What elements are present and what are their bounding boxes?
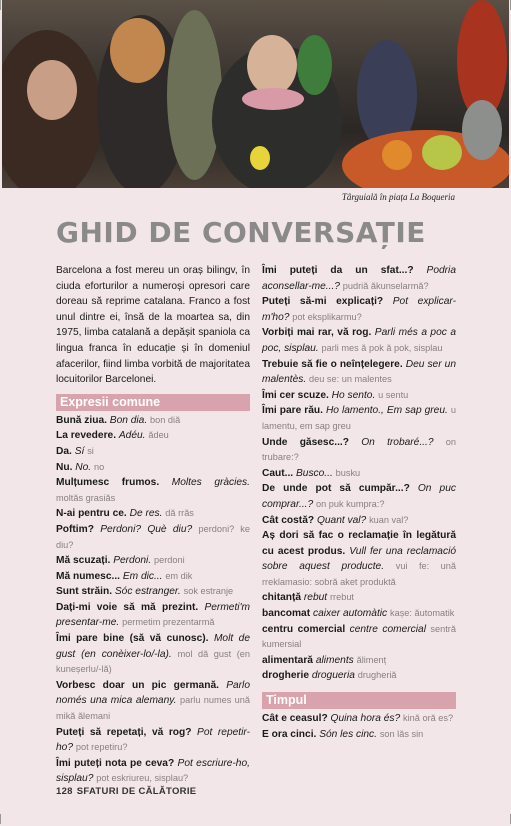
phrase-pronunciation: u sentu	[378, 389, 409, 400]
phrase-catalan: aliments	[315, 654, 354, 666]
phrase-entry	[56, 553, 250, 569]
phrase-pronunciation: kină oră es?	[403, 713, 454, 724]
phrase-pronunciation: pot eskriureu, sisplau?	[96, 773, 189, 784]
phrase-entry	[56, 569, 250, 585]
phrase-pronunciation: ălimenț	[356, 654, 387, 665]
phrase-catalan: rebut	[303, 592, 328, 604]
footer-label: SFATURI DE CĂLĂTORIE	[76, 786, 197, 797]
phrase-pronunciation: kașe: ăutomatik	[390, 608, 455, 619]
phrase-catalan: Ho sento.	[331, 389, 376, 401]
phrase-catalan: Sóc estranger.	[114, 586, 181, 598]
phrase-catalan: Parli més a poc a poc, sisplau.	[262, 327, 456, 354]
phrase-romanian: Unde găsesc...?	[262, 436, 349, 448]
phrase-romanian: La revedere.	[56, 430, 117, 442]
phrase-romanian: Îmi puteți da un sfat...?	[262, 265, 414, 276]
phrase-romanian: Îmi puteți nota pe ceva?	[56, 757, 175, 769]
phrase-romanian: Cât costă?	[262, 514, 315, 526]
crop-mark	[0, 814, 1, 824]
phrase-romanian: De unde pot să cumpăr...?	[262, 483, 410, 495]
phrase-romanian: alimentară	[262, 654, 313, 666]
phrase-pronunciation: drugheriă	[357, 670, 397, 681]
phrase-pronunciation: pudriă ăkunselarmă?	[342, 280, 429, 291]
phrase-pronunciation: pot repetiru?	[75, 742, 128, 753]
phrase-catalan: Busco...	[295, 467, 333, 479]
phrase-catalan: Deu ser un malentès.	[262, 358, 456, 386]
phrase-catalan: Adéu.	[118, 430, 146, 442]
phrase-catalan: Podria aconsellar-me...?	[262, 265, 456, 292]
phrase-romanian: Mă numesc...	[56, 570, 120, 582]
phrase-catalan: Bon dia.	[109, 414, 148, 426]
phrase-pronunciation: dă rrăs	[165, 508, 194, 519]
phrase-list	[262, 711, 456, 742]
phrase-entry	[56, 678, 250, 725]
phrase-catalan: Quina hora és?	[330, 713, 401, 725]
phrase-entry	[56, 475, 250, 506]
phrase-romanian: drogherie	[262, 670, 309, 682]
phrase-romanian: Aș dori să fac o reclamație în legătură cu acest produs.	[262, 530, 456, 557]
phrase-romanian: Vorbesc doar un pic germană.	[56, 679, 219, 691]
phrase-catalan: Són les cinc.	[319, 728, 377, 740]
intro-paragraph: Barcelona a fost mereu un oraș bilingv, în ciuda eforturilor a numeroși opresori care doreau să reprime catalana. Franco a fost unul dintre ei, însă de la moartea sa, din 1975, limba catalană a depășit spaniola ca lingua franca în educație și în domeniul afacerilor, fiind limba vorbită de majoritatea locuitorilor Barcelonei.	[56, 265, 250, 386]
page-footer	[56, 786, 196, 797]
phrase-catalan: Molt de gust (en conèixer-lo/-la).	[56, 633, 250, 660]
phrase-pronunciation: mol dă gust (en kuneșerlu/-lă)	[56, 648, 250, 675]
phrase-entry	[262, 606, 456, 622]
phrase-entry	[262, 466, 456, 482]
section-heading-timpul: Timpul	[262, 692, 456, 709]
phrase-romanian: Da.	[56, 445, 72, 457]
phrase-catalan: drogueria	[311, 670, 355, 682]
phrase-entry	[56, 631, 250, 678]
phrase-entry	[56, 522, 250, 553]
phrase-pronunciation: sok estranje	[183, 586, 234, 597]
phrase-pronunciation: on puk kumpra:?	[316, 498, 385, 509]
phrase-entry	[262, 653, 456, 669]
left-column	[56, 263, 250, 787]
phrase-entry	[262, 435, 456, 466]
phrase-pronunciation: em dik	[165, 570, 193, 581]
phrase-pronunciation: sentră kumersial	[262, 623, 456, 650]
phrase-entry	[56, 444, 250, 460]
phrase-romanian: Cât e ceasul?	[262, 713, 328, 725]
phrase-catalan: Quant val?	[316, 514, 367, 526]
phrase-pronunciation: on trubare:?	[262, 436, 456, 463]
phrase-pronunciation: no	[93, 461, 105, 472]
phrase-romanian: Vorbiți mai rar, vă rog.	[262, 327, 372, 339]
phrase-pronunciation: moltăs grasiăs	[56, 492, 116, 503]
phrase-catalan: On trobaré...?	[361, 436, 434, 448]
phrase-romanian: Poftim?	[56, 523, 94, 535]
page-title: GHID DE CONVERSAȚIE	[56, 216, 426, 249]
phrase-pronunciation: vui fe: ună rreklamasio: sobră aket produktă	[262, 561, 456, 587]
phrase-romanian: Îmi pare bine (să vă cunosc).	[56, 633, 209, 645]
phrase-entry	[56, 413, 250, 429]
phrase-pronunciation: perdoni	[154, 555, 185, 566]
phrase-catalan: Parlo només una mica alemany.	[56, 679, 250, 707]
phrase-pronunciation: ădeu	[148, 430, 169, 441]
phrase-romanian: Mă scuzați.	[56, 555, 111, 567]
crop-mark	[0, 0, 1, 10]
phrase-catalan: Pot escriure-ho, sisplau?	[56, 757, 250, 785]
market-photo	[2, 0, 509, 188]
phrase-romanian: Puteți să repetați, vă rog?	[56, 726, 192, 738]
phrase-pronunciation: deu se: un malentes	[309, 374, 392, 385]
phrase-catalan: On puc comprar...?	[262, 483, 456, 510]
phrase-catalan: caixer automàtic	[312, 608, 388, 620]
phrase-romanian: Caut...	[262, 467, 294, 479]
phrase-pronunciation: son lăs sin	[379, 728, 424, 739]
phrase-entry	[262, 528, 456, 590]
phrase-entry	[262, 481, 456, 512]
phrase-catalan: Ho lamento., Em sap greu.	[325, 405, 448, 417]
phrase-pronunciation: parli mes ă pok ă pok, sisplau	[321, 342, 443, 353]
phrase-entry	[262, 388, 456, 404]
phrase-catalan: Pot explicar-m'ho?	[262, 296, 456, 323]
phrase-romanian: chitanță	[262, 592, 302, 604]
phrase-catalan: Perdoni.	[113, 555, 152, 567]
phrase-pronunciation: perdoni? ke diu?	[56, 523, 250, 550]
phrase-romanian: Îmi cer scuze.	[262, 389, 329, 401]
right-column	[262, 263, 456, 742]
phrase-entry	[56, 506, 250, 522]
phrase-entry	[56, 460, 250, 476]
phrase-entry	[262, 711, 456, 727]
phrase-romanian: Mulțumesc frumos.	[56, 477, 160, 489]
photo-caption: Târguială în piața La Boqueria	[341, 192, 455, 202]
phrase-romanian: Sunt străin.	[56, 586, 113, 598]
phrase-romanian: Nu.	[56, 461, 73, 473]
phrase-catalan: No.	[75, 461, 92, 473]
phrase-catalan: Permeti'm presentar-me.	[56, 601, 250, 629]
phrase-catalan: Vull fer una reclamació sobre aquest producte.	[262, 545, 456, 573]
phrase-pronunciation: pot eksplikarmu?	[292, 311, 362, 322]
phrase-pronunciation: kuan val?	[369, 514, 409, 525]
phrase-entry	[262, 357, 456, 388]
phrase-catalan: Perdoni? Què diu?	[100, 523, 193, 535]
phrase-list	[56, 413, 250, 787]
phrase-pronunciation: u lamentu, em sap greu	[262, 405, 456, 431]
phrase-catalan: Pot repetir-ho?	[56, 726, 250, 754]
phrase-catalan: centre comercial	[349, 623, 426, 635]
phrase-romanian: Îmi pare rău.	[262, 405, 323, 417]
phrase-catalan: Em dic...	[122, 570, 163, 582]
phrase-romanian: N-ai pentru ce.	[56, 508, 127, 520]
phrase-entry	[262, 294, 456, 325]
phrase-entry	[262, 403, 456, 434]
page-number: 128	[56, 786, 73, 797]
phrase-romanian: centru comercial	[262, 623, 346, 635]
phrase-entry	[262, 263, 456, 294]
phrase-entry	[262, 727, 456, 743]
phrase-entry	[262, 668, 456, 684]
phrase-entry	[56, 428, 250, 444]
phrase-pronunciation: parlu numes ună mikă ălemani	[56, 695, 250, 722]
phrase-entry	[56, 600, 250, 631]
phrase-catalan: Sí	[74, 445, 85, 457]
phrase-entry	[262, 622, 456, 653]
phrase-romanian: E ora cinci.	[262, 728, 317, 740]
phrase-entry	[56, 725, 250, 756]
phrase-catalan: Moltes gràcies.	[171, 477, 250, 489]
phrase-pronunciation: busku	[335, 467, 361, 478]
phrase-list	[262, 263, 456, 684]
phrase-entry	[262, 513, 456, 529]
section-heading-expresii: Expresii comune	[56, 394, 250, 411]
phrase-entry	[56, 584, 250, 600]
phrase-pronunciation: permetim prezentarmă	[122, 617, 215, 628]
phrase-pronunciation: bon diă	[150, 414, 181, 425]
phrase-entry	[262, 590, 456, 606]
phrase-entry	[262, 325, 456, 356]
phrase-romanian: Bună ziua.	[56, 414, 107, 426]
phrase-entry	[56, 756, 250, 787]
phrase-romanian: Dați-mi voie să mă prezint.	[56, 601, 199, 613]
phrase-pronunciation: rrebut	[329, 592, 354, 603]
phrase-romanian: Trebuie să fie o neînțelegere.	[262, 358, 403, 370]
phrase-romanian: Puteți să-mi explicați?	[262, 296, 384, 308]
phrase-romanian: bancomat	[262, 608, 311, 620]
phrase-pronunciation: si	[87, 445, 94, 456]
phrase-catalan: De res.	[129, 508, 163, 520]
